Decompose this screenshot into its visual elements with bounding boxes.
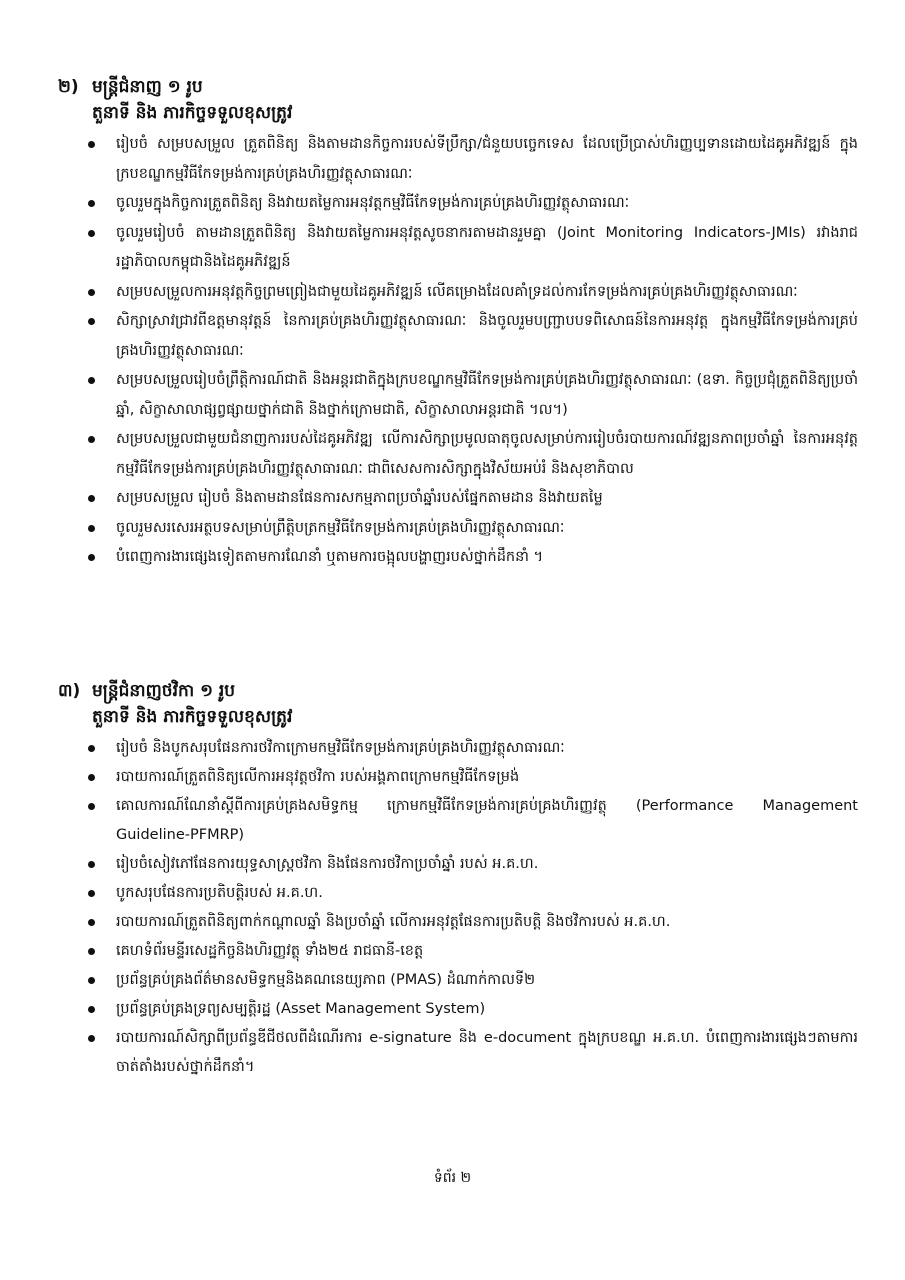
list-item-text: របាយការណ៍ត្រួតពិនិត្យលើការអនុវត្តថវិកា របស់អង្គភាពក្រោមកម្មវិធីកែទម្រង់ [116, 769, 520, 785]
list-item [58, 278, 858, 308]
list-item-text: គោលការណ៍ណែនាំស្តីពីការគ្រប់គ្រងសមិទ្ធកម្ម ក្រោមកម្មវិធីកែទម្រង់ការគ្រប់គ្រងហិរញ្ញវត្ថុ (Performance Management Guideline-PFMRP) [116, 798, 858, 843]
list-item [58, 484, 858, 514]
list-item [58, 514, 858, 544]
list-item-text: ចូលរួមក្នុងកិច្ចការត្រួតពិនិត្យ និងវាយតម្លៃការអនុវត្តកម្មវិធីកែទម្រង់ការគ្រប់គ្រងហិរញ្ញវត្ថុសាធារណៈ [116, 195, 630, 211]
list-item [58, 219, 858, 278]
bullet-icon [88, 289, 95, 296]
list-item [58, 1024, 858, 1082]
list-item [58, 879, 858, 908]
list-item [58, 966, 858, 995]
section-3-number: ៣) [58, 681, 81, 701]
list-item-text: គេហទំព័រមន្ទីរសេដ្ឋកិច្ចនិងហិរញ្ញវត្ថុ ទាំង២៥ រាជធានី-ខេត្ត [116, 943, 424, 959]
list-item-text: ប្រព័ន្ធគ្រប់គ្រងព័ត៌មានសមិទ្ធកម្មនិងគណនេយ្យភាព (PMAS) ដំណាក់កាលទី២ [116, 972, 536, 988]
list-item [58, 908, 858, 937]
bullet-icon [88, 1006, 95, 1013]
section-3-heading [58, 678, 858, 704]
list-item [58, 995, 858, 1024]
list-item-text: ចូលរួមសរសេរអត្ថបទសម្រាប់ព្រឹត្តិបត្រកម្មវិធីកែទម្រង់ការគ្រប់គ្រងហិរញ្ញវត្ថុសាធារណៈ [116, 519, 565, 536]
section-3 [58, 678, 858, 1082]
bullet-icon [88, 318, 95, 325]
list-item-text: សម្របសម្រួលរៀបចំព្រឹត្តិការណ៍ជាតិ និងអន្តរជាតិក្នុងក្របខណ្ឌកម្មវិធីកែទម្រង់ការគ្រប់គ្រងហិរញ្ញវត្ថុសាធារណៈ (ឧទា. កិច្ចប្រជុំត្រួតពិនិត្យប្រចាំឆ្នាំ, សិក្ខាសាលាផ្សព្វផ្សាយថ្នាក់ជាតិ និងថ្នាក់ក្រោមជាតិ, សិក្ខាសាលាអន្តរជាតិ ។ល។) [116, 372, 858, 418]
section-2-heading [58, 74, 858, 100]
section-2-subtitle: តួនាទី និង ភារកិច្ចទទួលខុសត្រូវ [92, 103, 293, 123]
section-2-number: ២) [58, 77, 79, 97]
list-item [58, 792, 858, 850]
bullet-icon [88, 803, 95, 810]
list-item [58, 937, 858, 966]
page-number: ទំព័រ ២ [433, 1170, 472, 1186]
section-3-title: មន្ត្រីជំនាញថវិកា ១ រូប [92, 681, 236, 701]
list-item [58, 189, 858, 219]
bullet-icon [88, 948, 95, 955]
bullet-icon [88, 554, 95, 561]
list-item [58, 543, 858, 573]
list-item-text: រៀបចំសៀវភៅផែនការយុទ្ធសាស្ត្រថវិកា និងផែនការថវិកាប្រចាំឆ្នាំ របស់ អ.គ.ហ. [116, 856, 539, 872]
list-item [58, 130, 858, 189]
bullet-icon [88, 977, 95, 984]
section-2-title: មន្ត្រីជំនាញ ១ រូប [92, 77, 203, 97]
list-item-text: ចូលរួមរៀបចំ តាមដានត្រួតពិនិត្យ និងវាយតម្លៃការអនុវត្តសូចនាករតាមដានរួមគ្នា (Joint Monitoring Indicators-JMIs) រវាងរាជរដ្ឋាភិបាលកម្ពុជានិងដៃគូអភិវឌ្ឍន៍ [116, 224, 858, 270]
bullet-icon [88, 377, 95, 384]
list-item-text: សម្របសម្រួល រៀបចំ និងតាមដានផែនការសកម្មភាពប្រចាំឆ្នាំរបស់ផ្នែកតាមដាន និងវាយតម្លៃ [116, 490, 603, 506]
bullet-icon [88, 200, 95, 207]
list-item [58, 425, 858, 484]
bullet-icon [88, 890, 95, 897]
list-item-text: បំពេញការងារផ្សេងទៀតតាមការណែនាំ ឬតាមការចង្អុលបង្ហាញរបស់ថ្នាក់ដឹកនាំ ។ [116, 549, 544, 565]
list-item-text: រៀបចំ និងបូកសរុបផែនការថវិកាក្រោមកម្មវិធីកែទម្រង់ការគ្រប់គ្រងហិរញ្ញវត្ថុសាធារណៈ [116, 740, 565, 756]
bullet-icon [88, 230, 95, 237]
bullet-icon [88, 1035, 95, 1042]
list-item [58, 366, 858, 425]
bullet-icon [88, 919, 95, 926]
bullet-icon [88, 495, 95, 502]
list-item-text: របាយការណ៍សិក្សាពីប្រព័ន្ធឌីជីថលពីដំណើរការ e-signature និង e-document ក្នុងក្របខណ្ឌ អ.គ.ហ. បំពេញការងារផ្សេងៗតាមការចាត់តាំងរបស់ថ្នាក់ដឹកនាំ។ [116, 1030, 858, 1075]
section-2-bullet-list [58, 130, 858, 573]
list-item-text: បូកសរុបផែនការប្រតិបត្តិរបស់ អ.គ.ហ. [116, 885, 323, 901]
list-item-text: រៀបចំ សម្របសម្រួល ត្រួតពិនិត្យ និងតាមដានកិច្ចការរបស់ទីប្រឹក្សា/ជំនួយបច្ចេកទេស ដែលប្រើប្រាស់ហិរញ្ញប្បទានដោយដៃគូអភិវឌ្ឍន៍ ក្នុងក្របខណ្ឌកម្មវិធីកែទម្រង់ការគ្រប់គ្រងហិរញ្ញវត្ថុសាធារណៈ [116, 136, 858, 182]
bullet-icon [88, 774, 95, 781]
list-item-text: សម្របសម្រួលជាមួយជំនាញការរបស់ដៃគូអភិវឌ្ឍ លើការសិក្សាប្រមូលធាតុចូលសម្រាប់ការរៀបចំរបាយការណ៍វឌ្ឍនភាពប្រចាំឆ្នាំ នៃការអនុវត្តកម្មវិធីកែទម្រង់ការគ្រប់គ្រងហិរញ្ញវត្ថុសាធារណៈ ជាពិសេសការសិក្សាក្នុងវិស័យអប់រំ និងសុខាភិបាល [116, 431, 858, 477]
list-item [58, 763, 858, 792]
bullet-icon [88, 436, 95, 443]
list-item-text: របាយការណ៍ត្រួតពិនិត្យពាក់កណ្តាលឆ្នាំ និងប្រចាំឆ្នាំ លើការអនុវត្តផែនការប្រតិបត្តិ និងថវិការបស់ អ.គ.ហ. [116, 914, 671, 930]
bullet-icon [88, 861, 95, 868]
list-item-text: សម្របសម្រួលការអនុវត្តកិច្ចព្រមព្រៀងជាមួយដៃគូអភិវឌ្ឍន៍ លើគម្រោងដែលគាំទ្រដល់ការកែទម្រង់ការគ្រប់គ្រងហិរញ្ញវត្ថុសាធារណៈ [116, 283, 798, 300]
bullet-icon [88, 141, 95, 148]
bullet-icon [88, 525, 95, 532]
list-item-text: សិក្សាស្រាវជ្រាវពីឧត្តមានុវត្តន៍ នៃការគ្រប់គ្រងហិរញ្ញវត្ថុសាធារណៈ និងចូលរួមបញ្ជ្រាបបទពិសោធន៍នៃការអនុវត្ត ក្នុងកម្មវិធីកែទម្រង់ការគ្រប់គ្រងហិរញ្ញវត្ថុសាធារណៈ [116, 313, 858, 359]
list-item-text: ប្រព័ន្ធគ្រប់គ្រងទ្រព្យសម្បត្តិរដ្ឋ (Asset Management System) [116, 1001, 486, 1017]
section-2 [58, 74, 858, 573]
section-3-subtitle: តួនាទី និង ភារកិច្ចទទួលខុសត្រូវ [92, 707, 293, 727]
list-item [58, 307, 858, 366]
list-item [58, 850, 858, 879]
section-3-bullet-list [58, 734, 858, 1082]
bullet-icon [88, 745, 95, 752]
list-item [58, 734, 858, 763]
